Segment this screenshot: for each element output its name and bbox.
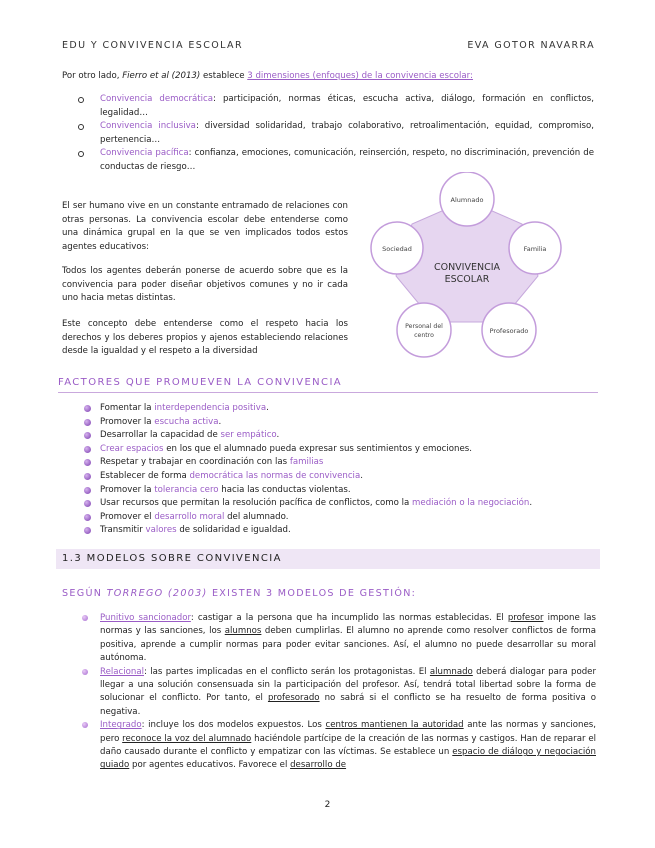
- diagram-node-personal: [397, 303, 451, 357]
- factores-list: [62, 402, 602, 538]
- diagram-node-label: Sociedad: [382, 245, 412, 253]
- list-item: Relacional: las partes implicadas en el conflicto serán los protagonistas. El alumnado deberá dialogar para poder llegar a una solución consensuada sin la participación del profesor. Así, tendrá total libertad sobre la forma de solucionar el conflicto. Por tanto, el profesorado no sabrá si el conflicto se ha resuelto de forma positiva o negativa.: [62, 666, 596, 720]
- paragraph-1: El ser humano vive en un constante entramado de relaciones con otras personas. La convivencia escolar debe entenderse como una dinámica grupal en la que se ven implicados todos estos agentes educativos:: [62, 201, 348, 252]
- dimension-desc: : participación, normas éticas, escucha activa, diálogo, formación en conflictos, legalidad…: [100, 94, 594, 118]
- intro-text: Por otro lado,: [62, 71, 123, 81]
- dimension-term: Convivencia inclusiva: [100, 121, 196, 131]
- list-item: Punitivo sancionador: castigar a la persona que ha incumplido las normas establecidas. El profesor impone las normas y las sanciones, los alumnos deben cumplirlas. El alumno no aprende como resolver conflictos de forma positiva, aprende a cumplir normas para poder evitar sanciones. Así, el alumno no puede desarrollar su moral autónoma.: [62, 612, 596, 666]
- header-left: EDU Y CONVIVENCIA ESCOLAR: [62, 40, 243, 51]
- list-item: Establecer de forma democrática las normas de convivencia.: [62, 470, 602, 484]
- diagram-node-label: centro: [414, 332, 434, 339]
- model-term: Relacional: [100, 666, 144, 677]
- diagram-center-line2: ESCOLAR: [444, 274, 490, 285]
- diagram-node-label: Personal del: [405, 323, 443, 330]
- list-item: [62, 120, 594, 147]
- modelos-list: [62, 612, 596, 773]
- list-item: Desarrollar la capacidad de ser empático.: [62, 429, 602, 443]
- header-right: EVA GOTOR NAVARRA: [467, 40, 595, 51]
- diagram-center-line1: CONVIVENCIA: [433, 262, 501, 273]
- dimension-desc: : diversidad solidaridad, trabajo colaborativo, retroalimentación, equidad, compromiso, pertenencia…: [100, 121, 594, 145]
- list-item: Crear espacios en los que el alumnado pueda expresar sus sentimientos y emociones.: [62, 443, 602, 457]
- section-modelos-heading: 1.3 MODELOS SOBRE CONVIVENCIA: [56, 549, 600, 569]
- page-number: 2: [324, 800, 331, 810]
- list-item: Respetar y trabajar en coordinación con las familias: [62, 456, 602, 470]
- intro-author: Fierro et al (2013): [122, 71, 201, 81]
- paragraph-2: Todos los agentes deberán ponerse de acuerdo sobre que es la convivencia para poder diseñar objetivos comunes y no ir cada uno hacia metas distintas.: [62, 266, 348, 303]
- dimensions-list: [62, 93, 594, 174]
- subsection-author: TORREGO (2003): [106, 588, 208, 599]
- list-item: Transmitir valores de solidaridad e igualdad.: [62, 524, 602, 538]
- dimension-desc: : confianza, emociones, comunicación, reinserción, respeto, no discriminación, prevención de conductas de riesgo…: [100, 148, 594, 172]
- subsection-heading: SEGÚN TORREGO (2003) EXISTEN 3 MODELOS DE GESTIÓN:: [62, 588, 417, 599]
- section-factores-heading: FACTORES QUE PROMUEVEN LA CONVIVENCIA: [58, 374, 598, 393]
- convivencia-diagram: [352, 172, 602, 362]
- list-item: [62, 93, 594, 120]
- model-term: Integrado: [100, 720, 142, 731]
- intro-paragraph: [62, 70, 602, 84]
- list-item: Fomentar la interdependencia positiva.: [62, 402, 602, 416]
- diagram-node-label: Familia: [523, 245, 547, 253]
- dimension-term: Convivencia democrática: [100, 94, 214, 104]
- intro-text-2: establece: [200, 71, 248, 81]
- dimension-term: Convivencia pacífica: [100, 148, 189, 158]
- list-item: [62, 147, 594, 174]
- model-term: Punitivo sancionador: [100, 613, 191, 623]
- list-item: Promover el desarrollo moral del alumnado.: [62, 511, 602, 525]
- paragraph-3: Este concepto debe entenderse como el respeto hacia los derechos y los deberes propios y ajenos estableciendo relaciones desde la igualdad y el respeto a la diversidad: [62, 319, 348, 356]
- dimensions-link[interactable]: 3 dimensiones (enfoques) de la convivencia escolar:: [247, 71, 473, 81]
- list-item: Integrado: incluye los dos modelos expuestos. Los centros mantienen la autoridad ante las normas y sanciones, pero reconoce la voz del alumnado haciéndole partícipe de la creación de las normas y castigos. Han de reparar el daño causado durante el conflicto y empatizar con las víctimas. Se establece un espacio de diálogo y negociación guiado por agentes educativos. Favorece el desarrollo de: [62, 719, 596, 773]
- diagram-node-label: Alumnado: [450, 196, 484, 204]
- diagram-node-label: Profesorado: [489, 327, 529, 335]
- list-item: Promover la escucha activa.: [62, 416, 602, 430]
- list-item: Promover la tolerancia cero hacia las conductas violentas.: [62, 484, 602, 498]
- list-item: Usar recursos que permitan la resolución pacífica de conflictos, como la mediación o la negociación.: [62, 497, 602, 511]
